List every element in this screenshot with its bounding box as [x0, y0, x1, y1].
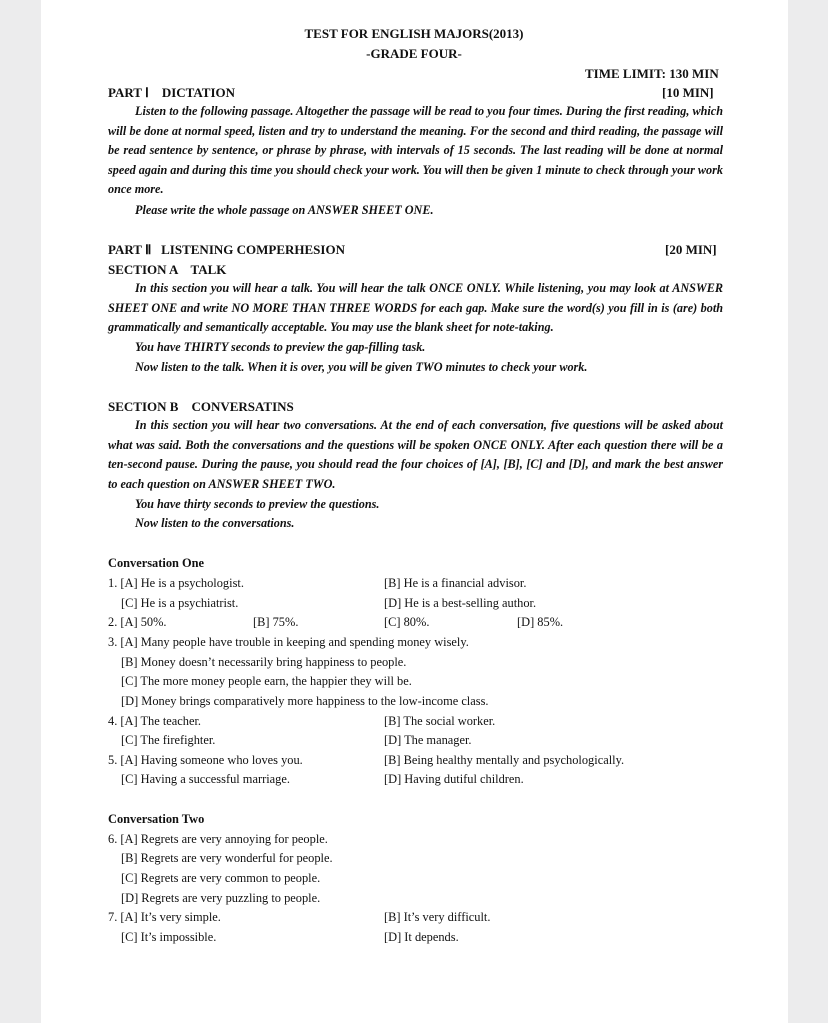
q6-option-a: 6. [A] Regrets are very annoying for people. — [108, 832, 328, 846]
q4-option-b: [B] The social worker. — [384, 714, 496, 728]
part2-time: [20 MIN] — [665, 242, 717, 257]
part2-title: PART Ⅱ LISTENING COMPERHESION — [108, 242, 345, 257]
q1-option-b: [B] He is a financial advisor. — [384, 576, 527, 590]
q3-option-d: [D] Money brings comparatively more happiness to the low-income class. — [121, 694, 489, 708]
q2-option-a: 2. [A] 50%. — [108, 615, 167, 629]
section-a-instructions: In this section you will hear a talk. You will hear the talk ONCE ONLY. While listening, you may look at ANSWER SHEET ONE and write NO MORE THAN THREE WORDS for each gap. Make sure the word(s) you fill in is (are) both grammatically and semantically acceptable. You may use the blank sheet for note-taking. — [108, 281, 723, 335]
q3-option-b: [B] Money doesn’t necessarily bring happiness to people. — [121, 655, 407, 669]
q3-option-a: 3. [A] Many people have trouble in keeping and spending money wisely. — [108, 635, 469, 649]
q2-option-b: [B] 75%. — [253, 615, 299, 629]
conversation-one-title: Conversation One — [108, 556, 205, 570]
part1-time: [10 MIN] — [662, 85, 714, 100]
q5-option-c: [C] Having a successful marriage. — [121, 772, 290, 786]
q5-option-a: 5. [A] Having someone who loves you. — [108, 753, 303, 767]
section-a-title: SECTION A TALK — [108, 262, 227, 277]
q1-option-d: [D] He is a best-selling author. — [384, 596, 537, 610]
q3-option-c: [C] The more money people earn, the happier they will be. — [121, 674, 412, 688]
time-limit: TIME LIMIT: 130 MIN — [585, 66, 719, 81]
part1-instructions: Listen to the following passage. Altogether the passage will be read to you four times. During the first reading, which will be done at normal speed, listen and try to understand the meaning. For the second and third reading, the passage will be read sentence by sentence, or phrase by phrase, with intervals of 15 seconds. The last reading will be done at normal speed again and during this time you should check your work. You will then be given 1 minute to check through your work once more. — [108, 104, 723, 197]
section-b-instructions: In this section you will hear two conversations. At the end of each conversation, five questions will be asked about what was said. Both the conversations and the questions will be spoken ONCE ONLY. After each question there will be a ten-second pause. During the pause, you should read the four choices of [A], [B], [C] and [D], and mark the best answer to each question on ANSWER SHEET TWO. — [108, 418, 723, 491]
section-a-note-2: Now listen to the talk. When it is over, you will be given TWO minutes to check your work. — [135, 360, 588, 374]
q5-option-b: [B] Being healthy mentally and psychologically. — [384, 753, 625, 767]
conversation-two-title: Conversation Two — [108, 812, 205, 826]
q6-option-b: [B] Regrets are very wonderful for people. — [121, 851, 333, 865]
section-b-note-1: You have thirty seconds to preview the questions. — [135, 497, 380, 511]
q7-option-c: [C] It’s impossible. — [121, 930, 217, 944]
q2-option-c: [C] 80%. — [384, 615, 430, 629]
q4-option-d: [D] The manager. — [384, 733, 472, 747]
section-a-note-1: You have THIRTY seconds to preview the gap-filling task. — [135, 340, 426, 354]
part1-note: Please write the whole passage on ANSWER SHEET ONE. — [135, 203, 434, 217]
part1-title: PART Ⅰ DICTATION — [108, 85, 236, 100]
q4-option-c: [C] The firefighter. — [121, 733, 216, 747]
q4-option-a: 4. [A] The teacher. — [108, 714, 202, 728]
q7-option-a: 7. [A] It’s very simple. — [108, 910, 221, 924]
exam-title: TEST FOR ENGLISH MAJORS(2013) — [304, 26, 524, 41]
section-b-title: SECTION B CONVERSATINS — [108, 399, 294, 414]
exam-subtitle: -GRADE FOUR- — [366, 46, 462, 61]
q1-option-c: [C] He is a psychiatrist. — [121, 596, 239, 610]
q6-option-c: [C] Regrets are very common to people. — [121, 871, 321, 885]
q5-option-d: [D] Having dutiful children. — [384, 772, 524, 786]
q7-option-b: [B] It’s very difficult. — [384, 910, 491, 924]
q6-option-d: [D] Regrets are very puzzling to people. — [121, 891, 321, 905]
section-b-note-2: Now listen to the conversations. — [135, 516, 295, 530]
q2-option-d: [D] 85%. — [517, 615, 564, 629]
q7-option-d: [D] It depends. — [384, 930, 459, 944]
q1-option-a: 1. [A] He is a psychologist. — [108, 576, 244, 590]
